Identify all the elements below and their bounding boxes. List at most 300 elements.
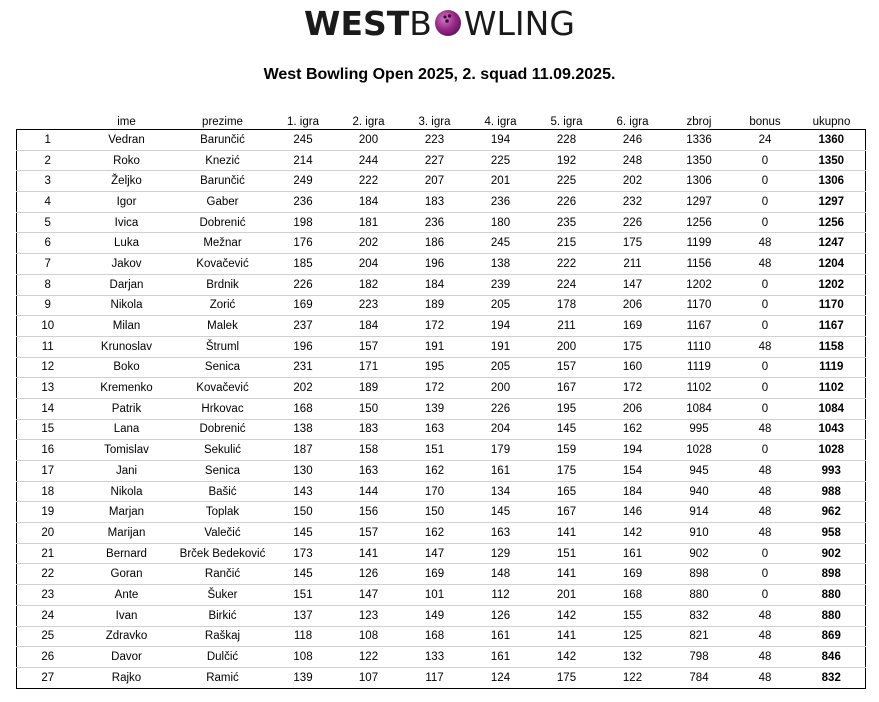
- table-row: [17, 523, 866, 544]
- table-cell: 194: [468, 130, 534, 151]
- table-cell: 179: [468, 440, 534, 461]
- table-cell: 184: [600, 481, 666, 502]
- table-cell: 17: [17, 461, 79, 482]
- table-cell: 880: [798, 585, 866, 606]
- table-cell: 183: [402, 192, 468, 213]
- table-cell: 1102: [666, 378, 733, 399]
- table-row: [17, 192, 866, 213]
- table-cell: 228: [534, 130, 600, 151]
- table-cell: 144: [336, 481, 402, 502]
- table-cell: 248: [600, 150, 666, 171]
- table-cell: 0: [733, 543, 798, 564]
- table-cell: 832: [821, 671, 841, 684]
- table-cell: 170: [402, 481, 468, 502]
- table-cell: 191: [468, 336, 534, 357]
- table-cell: Toplak: [175, 502, 271, 523]
- table-cell: Bašić: [175, 481, 271, 502]
- table-cell: 118: [271, 626, 336, 647]
- table-cell: 195: [534, 398, 600, 419]
- table-cell: 16: [17, 440, 79, 461]
- table-cell: 1350: [798, 150, 866, 171]
- table-cell: Zorić: [175, 295, 271, 316]
- table-cell: 244: [336, 150, 402, 171]
- table-cell: 175: [534, 461, 600, 482]
- table-row: [17, 543, 866, 564]
- table-cell: 189: [336, 378, 402, 399]
- table-cell: 200: [534, 336, 600, 357]
- table-cell: 155: [600, 605, 666, 626]
- table-cell: 236: [402, 212, 468, 233]
- table-cell: 869: [798, 626, 866, 647]
- table-cell: 169: [600, 316, 666, 337]
- table-cell: 172: [402, 378, 468, 399]
- table-cell: Vedran: [79, 130, 175, 151]
- table-cell: 784: [689, 671, 709, 684]
- table-cell: 1306: [798, 171, 866, 192]
- table-cell: 122: [336, 647, 402, 668]
- table-cell: 130: [271, 461, 336, 482]
- table-cell: 151: [402, 440, 468, 461]
- table-cell: 175: [600, 233, 666, 254]
- table-row: [17, 626, 866, 647]
- table-cell: 202: [336, 233, 402, 254]
- table-cell: Igor: [79, 192, 175, 213]
- table-cell: Senica: [175, 461, 271, 482]
- table-cell: 902: [798, 543, 866, 564]
- table-cell: 204: [336, 254, 402, 275]
- table-cell: 0: [733, 398, 798, 419]
- table-cell: 27: [41, 671, 55, 684]
- table-cell: 231: [271, 357, 336, 378]
- table-cell: Sekulić: [175, 440, 271, 461]
- table-cell: Lana: [79, 419, 175, 440]
- table-cell: 138: [468, 254, 534, 275]
- table-cell: 48: [733, 502, 798, 523]
- table-cell: 149: [402, 605, 468, 626]
- table-cell: 163: [468, 523, 534, 544]
- table-cell: 10: [17, 316, 79, 337]
- table-cell: 183: [336, 419, 402, 440]
- column-header: ime: [117, 115, 136, 128]
- table-cell: 124: [490, 671, 511, 684]
- table-cell: 126: [468, 605, 534, 626]
- table-cell: Boko: [79, 357, 175, 378]
- table-cell: 0: [733, 171, 798, 192]
- table-cell: 132: [600, 647, 666, 668]
- table-cell: 196: [271, 336, 336, 357]
- table-cell: 225: [468, 150, 534, 171]
- table-row: [17, 233, 866, 254]
- table-cell: 5: [17, 212, 79, 233]
- table-cell: Raškaj: [175, 626, 271, 647]
- table-cell: Ivan: [79, 605, 175, 626]
- table-cell: 172: [402, 316, 468, 337]
- table-cell: 226: [600, 212, 666, 233]
- table-cell: 1110: [666, 336, 733, 357]
- table-cell: 0: [733, 564, 798, 585]
- table-cell: 48: [733, 523, 798, 544]
- column-header: 1. igra: [287, 115, 319, 128]
- table-cell: 185: [271, 254, 336, 275]
- table-cell: 24: [17, 605, 79, 626]
- table-cell: 1256: [666, 212, 733, 233]
- table-cell: Davor: [79, 647, 175, 668]
- column-header: 6. igra: [616, 115, 649, 128]
- table-cell: 1: [17, 130, 79, 151]
- table-cell: 988: [798, 481, 866, 502]
- table-cell: Marjan: [79, 502, 175, 523]
- table-cell: 123: [336, 605, 402, 626]
- table-cell: 19: [17, 502, 79, 523]
- table-cell: Ramić: [206, 671, 239, 684]
- table-cell: Patrik: [79, 398, 175, 419]
- table-cell: 0: [733, 212, 798, 233]
- table-cell: Nikola: [79, 481, 175, 502]
- table-cell: Roko: [79, 150, 175, 171]
- table-cell: 1119: [666, 357, 733, 378]
- table-cell: 1336: [666, 130, 733, 151]
- table-cell: Kovačević: [175, 378, 271, 399]
- column-header: [17, 114, 79, 130]
- table-cell: 182: [336, 274, 402, 295]
- table-cell: 20: [17, 523, 79, 544]
- table-cell: 1199: [666, 233, 733, 254]
- table-cell: 26: [17, 647, 79, 668]
- table-cell: Štruml: [175, 336, 271, 357]
- table-cell: 239: [468, 274, 534, 295]
- table-cell: 161: [468, 461, 534, 482]
- table-row: [17, 212, 866, 233]
- table-cell: 145: [271, 523, 336, 544]
- table-cell: 163: [336, 461, 402, 482]
- table-cell: 1256: [798, 212, 866, 233]
- table-cell: 169: [402, 564, 468, 585]
- table-cell: 12: [17, 357, 79, 378]
- table-cell: 2: [17, 150, 79, 171]
- table-row: [17, 378, 866, 399]
- table-cell: 1102: [798, 378, 866, 399]
- table-cell: 187: [271, 440, 336, 461]
- table-cell: Ante: [79, 585, 175, 606]
- table-cell: 169: [600, 564, 666, 585]
- column-header: 4. igra: [484, 115, 517, 128]
- table-cell: 11: [17, 336, 79, 357]
- table-cell: 138: [271, 419, 336, 440]
- table-cell: 1043: [798, 419, 866, 440]
- table-cell: 200: [336, 130, 402, 151]
- table-cell: 993: [798, 461, 866, 482]
- table-cell: 962: [798, 502, 866, 523]
- table-body: [17, 130, 866, 689]
- table-cell: 1028: [666, 440, 733, 461]
- results-table: [16, 114, 866, 689]
- table-cell: 108: [271, 647, 336, 668]
- table-cell: 143: [271, 481, 336, 502]
- table-cell: 235: [534, 212, 600, 233]
- table-cell: 832: [666, 605, 733, 626]
- table-cell: Gaber: [175, 192, 271, 213]
- table-row: [17, 336, 866, 357]
- table-cell: 880: [798, 605, 866, 626]
- table-cell: 150: [336, 398, 402, 419]
- table-cell: 48: [733, 626, 798, 647]
- table-cell: 139: [402, 398, 468, 419]
- table-cell: Jakov: [79, 254, 175, 275]
- table-cell: 23: [17, 585, 79, 606]
- table-cell: 223: [336, 295, 402, 316]
- table-row: [17, 502, 866, 523]
- table-cell: 211: [600, 254, 666, 275]
- table-cell: Darjan: [79, 274, 175, 295]
- table-cell: 173: [271, 543, 336, 564]
- table-cell: 227: [402, 150, 468, 171]
- logo-bowl-b: B: [409, 4, 432, 43]
- table-cell: 178: [534, 295, 600, 316]
- table-cell: 108: [336, 626, 402, 647]
- table-cell: 898: [666, 564, 733, 585]
- table-cell: 1028: [798, 440, 866, 461]
- table-cell: 1306: [666, 171, 733, 192]
- table-cell: 1167: [798, 316, 866, 337]
- table-cell: 142: [600, 523, 666, 544]
- table-cell: 1297: [798, 192, 866, 213]
- table-cell: 48: [733, 336, 798, 357]
- table-cell: 141: [336, 543, 402, 564]
- table-cell: Dobrenić: [175, 419, 271, 440]
- table-cell: Dobrenić: [175, 212, 271, 233]
- table-cell: 157: [336, 336, 402, 357]
- table-cell: 184: [336, 192, 402, 213]
- table-cell: 145: [534, 419, 600, 440]
- table-cell: 48: [733, 605, 798, 626]
- table-cell: 142: [534, 605, 600, 626]
- table-cell: 192: [534, 150, 600, 171]
- table-cell: 175: [556, 671, 577, 684]
- table-cell: Milan: [79, 316, 175, 337]
- table-cell: 206: [600, 398, 666, 419]
- table-header: [17, 114, 866, 130]
- table-cell: 198: [271, 212, 336, 233]
- table-cell: 112: [468, 585, 534, 606]
- table-cell: 161: [600, 543, 666, 564]
- westbowling-logo: [0, 4, 879, 48]
- table-cell: 189: [402, 295, 468, 316]
- table-cell: 995: [666, 419, 733, 440]
- table-cell: 0: [733, 150, 798, 171]
- page-title: West Bowling Open 2025, 2. squad 11.09.2025.: [263, 66, 616, 83]
- table-cell: Krunoslav: [79, 336, 175, 357]
- table-cell: 226: [271, 274, 336, 295]
- table-cell: 1158: [798, 336, 866, 357]
- table-cell: 184: [336, 316, 402, 337]
- table-cell: Barunčić: [175, 171, 271, 192]
- table-cell: 0: [733, 440, 798, 461]
- table-cell: 0: [733, 585, 798, 606]
- table-cell: 846: [798, 647, 866, 668]
- table-cell: 194: [468, 316, 534, 337]
- table-cell: 0: [733, 274, 798, 295]
- table-cell: 214: [271, 150, 336, 171]
- table-row: [17, 398, 866, 419]
- column-header: 3. igra: [418, 115, 451, 128]
- table-cell: 150: [271, 502, 336, 523]
- table-cell: Jani: [79, 461, 175, 482]
- table-cell: 167: [534, 502, 600, 523]
- table-cell: Zdravko: [79, 626, 175, 647]
- table-cell: Bernard: [79, 543, 175, 564]
- table-cell: 145: [271, 564, 336, 585]
- table-cell: 139: [293, 671, 313, 684]
- table-cell: Goran: [79, 564, 175, 585]
- table-cell: 1202: [666, 274, 733, 295]
- table-cell: 157: [534, 357, 600, 378]
- table-cell: 0: [733, 357, 798, 378]
- table-cell: 48: [758, 671, 772, 684]
- table-cell: 7: [17, 254, 79, 275]
- table-row: [17, 274, 866, 295]
- table-cell: 215: [534, 233, 600, 254]
- table-cell: 914: [666, 502, 733, 523]
- table-cell: 1350: [666, 150, 733, 171]
- table-cell: 232: [600, 192, 666, 213]
- table-cell: 910: [666, 523, 733, 544]
- table-row: [17, 316, 866, 337]
- table-row: [17, 564, 866, 585]
- table-cell: 163: [402, 419, 468, 440]
- table-cell: 48: [733, 647, 798, 668]
- table-cell: 0: [733, 378, 798, 399]
- table-cell: 9: [17, 295, 79, 316]
- table-cell: 195: [402, 357, 468, 378]
- table-cell: 181: [336, 212, 402, 233]
- table-cell: 202: [271, 378, 336, 399]
- table-cell: 162: [600, 419, 666, 440]
- bowling-ball-icon: [433, 8, 463, 38]
- table-cell: 798: [666, 647, 733, 668]
- table-cell: 1119: [798, 357, 866, 378]
- table-cell: 200: [468, 378, 534, 399]
- table-cell: Brček Bedeković: [175, 543, 271, 564]
- table-cell: 161: [468, 647, 534, 668]
- table-cell: 226: [468, 398, 534, 419]
- table-cell: 204: [468, 419, 534, 440]
- table-row: [17, 440, 866, 461]
- table-cell: 162: [402, 461, 468, 482]
- table-cell: Željko: [79, 171, 175, 192]
- table-row: [17, 605, 866, 626]
- table-cell: 160: [600, 357, 666, 378]
- table-cell: 201: [534, 585, 600, 606]
- table-cell: 205: [468, 357, 534, 378]
- table-cell: 156: [336, 502, 402, 523]
- table-cell: 168: [402, 626, 468, 647]
- column-header: ukupno: [812, 115, 851, 128]
- table-cell: Šuker: [175, 585, 271, 606]
- table-cell: Knezić: [175, 150, 271, 171]
- table-row: [17, 585, 866, 606]
- table-cell: 1084: [798, 398, 866, 419]
- table-cell: 48: [733, 419, 798, 440]
- table-cell: 1156: [666, 254, 733, 275]
- table-cell: 133: [402, 647, 468, 668]
- table-row: [17, 647, 866, 668]
- table-cell: 945: [666, 461, 733, 482]
- table-cell: Ivica: [79, 212, 175, 233]
- table-cell: Barunčić: [175, 130, 271, 151]
- table-row: [17, 419, 866, 440]
- table-cell: Rajko: [111, 671, 142, 684]
- table-cell: 8: [17, 274, 79, 295]
- table-cell: 245: [271, 130, 336, 151]
- table-cell: 207: [402, 171, 468, 192]
- table-cell: 142: [534, 647, 600, 668]
- table-cell: 165: [534, 481, 600, 502]
- table-row: [17, 667, 866, 688]
- table-cell: 126: [336, 564, 402, 585]
- table-cell: 141: [534, 626, 600, 647]
- table-cell: 1084: [666, 398, 733, 419]
- table-cell: 245: [468, 233, 534, 254]
- table-cell: 186: [402, 233, 468, 254]
- table-cell: 4: [17, 192, 79, 213]
- table-cell: 898: [798, 564, 866, 585]
- table-cell: 237: [271, 316, 336, 337]
- table-cell: 246: [600, 130, 666, 151]
- table-cell: Brdnik: [175, 274, 271, 295]
- table-cell: Kremenko: [79, 378, 175, 399]
- table-cell: 1204: [798, 254, 866, 275]
- table-cell: 101: [402, 585, 468, 606]
- logo-wling-text: WLING: [463, 4, 575, 43]
- table-cell: 154: [600, 461, 666, 482]
- table-cell: 0: [733, 316, 798, 337]
- table-cell: 134: [468, 481, 534, 502]
- table-cell: 940: [666, 481, 733, 502]
- table-cell: 236: [271, 192, 336, 213]
- table-cell: 902: [666, 543, 733, 564]
- table-cell: 205: [468, 295, 534, 316]
- table-cell: 1297: [666, 192, 733, 213]
- column-header: 2. igra: [352, 115, 385, 128]
- table-row: [17, 295, 866, 316]
- table-cell: 6: [17, 233, 79, 254]
- table-cell: Marijan: [79, 523, 175, 544]
- table-cell: 151: [534, 543, 600, 564]
- column-header: prezime: [202, 115, 243, 128]
- table-cell: 167: [534, 378, 600, 399]
- table-cell: 201: [468, 171, 534, 192]
- table-cell: 1202: [798, 274, 866, 295]
- table-cell: Tomislav: [79, 440, 175, 461]
- table-cell: 171: [336, 357, 402, 378]
- table-cell: 168: [600, 585, 666, 606]
- table-row: [17, 130, 866, 151]
- table-cell: 14: [17, 398, 79, 419]
- table-cell: 125: [600, 626, 666, 647]
- table-cell: 48: [733, 233, 798, 254]
- logo-west-text: WEST: [304, 4, 410, 43]
- table-cell: 206: [600, 295, 666, 316]
- table-cell: 13: [17, 378, 79, 399]
- table-cell: 821: [666, 626, 733, 647]
- table-cell: 0: [733, 192, 798, 213]
- table-cell: Rančić: [175, 564, 271, 585]
- table-row: [17, 171, 866, 192]
- table-cell: 202: [600, 171, 666, 192]
- table-cell: 129: [468, 543, 534, 564]
- table-cell: 880: [666, 585, 733, 606]
- column-header: bonus: [749, 115, 781, 128]
